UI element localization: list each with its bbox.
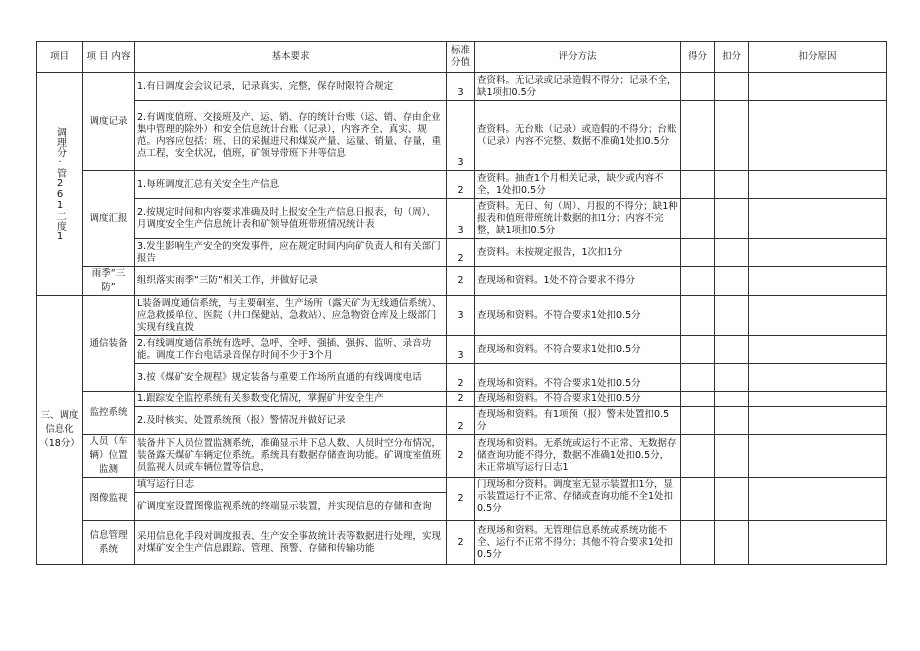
table-row xyxy=(37,478,887,493)
score-cell[interactable] xyxy=(681,199,715,239)
method-cell: 查现场和资料。不符合要求1处扣0.5分 xyxy=(475,336,681,364)
table-row xyxy=(37,73,887,101)
deduction-cell[interactable] xyxy=(715,407,749,435)
requirement-cell: 组织落实雨季“三防”相关工作，并做好记录 xyxy=(135,267,447,296)
header-score: 得分 xyxy=(681,42,715,73)
header-content: 项 目 内容 xyxy=(83,42,135,73)
deduction-cell[interactable] xyxy=(715,364,749,392)
deduction-cell[interactable] xyxy=(715,101,749,171)
reason-cell[interactable] xyxy=(749,435,887,478)
score-cell[interactable] xyxy=(681,392,715,407)
requirement-cell: 3.按《煤矿安全规程》规定装备与重要工作场所直通的有线调度电话 xyxy=(135,364,447,392)
deduction-cell[interactable] xyxy=(715,239,749,267)
requirement-cell: 2.及时核实、处置系统预（报）警情况并做好记录 xyxy=(135,407,447,435)
reason-cell[interactable] xyxy=(749,171,887,199)
table-row xyxy=(37,435,887,478)
subitem-personnel-position: 人员（车辆）位置监测 xyxy=(83,435,135,478)
score-cell[interactable] xyxy=(681,296,715,336)
method-cell: 查现场和资料。无系统或运行不正常、无数据存储查询功能不得分，数据不准确1处扣0.5分，未正常填写运行日志1 xyxy=(475,435,681,478)
requirement-cell: 3.发生影响生产安全的突发事件，应在规定时间内向矿负责人和有关部门报告 xyxy=(135,239,447,267)
score-cell[interactable] xyxy=(681,478,715,521)
method-cell: 查现场和资料。不符合要求1处扣0.5分 xyxy=(475,296,681,336)
subitem-monitoring-system: 监控系统 xyxy=(83,392,135,435)
reason-cell[interactable] xyxy=(749,267,887,296)
reason-cell[interactable] xyxy=(749,101,887,171)
reason-cell[interactable] xyxy=(749,296,887,336)
table-row xyxy=(37,239,887,267)
deduction-cell[interactable] xyxy=(715,392,749,407)
reason-cell[interactable] xyxy=(749,239,887,267)
deduction-cell[interactable] xyxy=(715,521,749,565)
deduction-cell[interactable] xyxy=(715,336,749,364)
table-row xyxy=(37,521,887,565)
score-cell[interactable] xyxy=(681,171,715,199)
reason-cell[interactable] xyxy=(749,392,887,407)
table-row xyxy=(37,267,887,296)
method-cell: 查资料。未按规定报告，1次扣1分 xyxy=(475,239,681,267)
deduction-cell[interactable] xyxy=(715,199,749,239)
method-cell: 查现场和资料。不符合要求1处扣0.5分 xyxy=(475,364,681,392)
standard-score-cell: 3 xyxy=(447,336,475,364)
subitem-image-monitoring: 图像监视 xyxy=(83,478,135,521)
header-deduction: 扣分 xyxy=(715,42,749,73)
standard-score-cell: 2 xyxy=(447,171,475,199)
subitem-communication-equipment: 通信装备 xyxy=(83,296,135,392)
score-cell[interactable] xyxy=(681,435,715,478)
header-item: 项目 xyxy=(37,42,83,73)
method-cell: 查资料。抽查1个月相关记录，缺少或内容不全，1处扣0.5分 xyxy=(475,171,681,199)
method-cell: 查资料。无日、旬（周）、月报的不得分；缺1种报表和值班带班统计数据的扣1分；内容不完整，缺1项扣0.5分 xyxy=(475,199,681,239)
method-cell: 查现场和资料。有1项预（报）警未处置扣0.5分 xyxy=(475,407,681,435)
header-requirement: 基本要求 xyxy=(135,42,447,73)
score-cell[interactable] xyxy=(681,73,715,101)
table-row xyxy=(37,296,887,336)
table-row xyxy=(37,336,887,364)
table-row xyxy=(37,101,887,171)
standard-score-cell: 2 xyxy=(447,407,475,435)
standard-score-cell: 3 xyxy=(447,73,475,101)
score-cell[interactable] xyxy=(681,521,715,565)
standard-score-cell: 2 xyxy=(447,478,475,521)
subitem-dispatch-record: 调度记录 xyxy=(83,73,135,171)
table-row xyxy=(37,364,887,392)
method-cell: 查资料。无记录或记录造假不得分；记录不全，缺1项扣0.5分 xyxy=(475,73,681,101)
requirement-cell: 1.跟踪安全监控系统有关参数变化情况，掌握矿井安全生产 xyxy=(135,392,447,407)
method-cell: 门现场和分资料。调度室无显示装置扣1分，显示装置运行不正常、存储或查询功能不全1处扣0.5分 xyxy=(475,478,681,521)
requirement-cell: 1.有日调度会会议记录，记录真实、完整，保存时限符合规定 xyxy=(135,73,447,101)
requirement-cell: 2.有线调度通信系统有选呼、急呼、全呼、强插、强拆、监听、录音功能。调度工作台电话录音保存时间不少于3个月 xyxy=(135,336,447,364)
requirement-cell: 采用信息化手段对调度报表、生产安全事故统计表等数据进行处理，实现对煤矿安全生产信息跟踪、管理、预警、存储和传输功能 xyxy=(135,521,447,565)
score-cell[interactable] xyxy=(681,101,715,171)
standard-score-cell: 3 xyxy=(447,296,475,336)
section-label: 调理分·管261二度1 xyxy=(54,126,66,242)
reason-cell[interactable] xyxy=(749,521,887,565)
header-row xyxy=(37,42,887,73)
method-cell: 查现场和资料。1处不符合要求不得分 xyxy=(475,267,681,296)
deduction-cell[interactable] xyxy=(715,296,749,336)
standard-score-cell: 2 xyxy=(447,239,475,267)
reason-cell[interactable] xyxy=(749,407,887,435)
requirement-cell: 2.按规定时间和内容要求准确及时上报安全生产信息日报表，旬（周）、月调度安全生产信息统计表和矿领导值班带班情况统计表 xyxy=(135,199,447,239)
deduction-cell[interactable] xyxy=(715,435,749,478)
header-standard-score: 标准分值 xyxy=(447,42,475,73)
subitem-rainy-season: 雨季“三防” xyxy=(83,267,135,296)
reason-cell[interactable] xyxy=(749,199,887,239)
reason-cell[interactable] xyxy=(749,364,887,392)
requirement-cell: L装备调度通信系统，与主要硐室、生产场所（露天矿为无线通信系统）、应急救援单位、医院（井口保健站、急救站）、应急物资仓库及上级部门实现有线直拨 xyxy=(135,296,447,336)
subitem-dispatch-report: 调度汇报 xyxy=(83,171,135,267)
score-cell[interactable] xyxy=(681,336,715,364)
standard-score-cell: 2 xyxy=(447,435,475,478)
standard-score-cell: 2 xyxy=(447,521,475,565)
table-row xyxy=(37,392,887,407)
standard-score-cell: 3 xyxy=(447,199,475,239)
method-cell: 查现场和资料。无管理信息系统或系统功能不全、运行不正常不得分；其他不符合要求1处扣0.5分 xyxy=(475,521,681,565)
requirement-cell: 装备井下人员位置监测系统，准确显示井下总人数、人员时空分布情况，装备露天煤矿车辆定位系统。系统具有数据存储查询功能。矿调度室值班员监视人员或车辆位置等信息， xyxy=(135,435,447,478)
method-cell: 查现场和资料。不符合要求1处扣0.5分 xyxy=(475,392,681,407)
evaluation-table xyxy=(36,41,887,565)
table-row xyxy=(37,407,887,435)
score-cell[interactable] xyxy=(681,364,715,392)
deduction-cell[interactable] xyxy=(715,73,749,101)
requirement-cell: 1.每班调度汇总有关安全生产信息 xyxy=(135,171,447,199)
standard-score-cell: 3 xyxy=(447,101,475,171)
standard-score-cell: 2 xyxy=(447,392,475,407)
standard-score-cell: 2 xyxy=(447,267,475,296)
section-dispatch-management xyxy=(37,73,83,296)
requirement-cell: 矿调度室设置图像监视系统的终端显示装置，并实现信息的存储和查询 xyxy=(135,493,447,521)
requirement-cell: 2.有调度值班、交接班及产、运、销、存的统计台账（运、销、存由企业集中管理的除外）和安全信息统计台账（记录），内容齐全、真实、规范。内容应包括：班、日的采掘进尺和煤炭产量、运量、销量、存量，重点工程，安全状况，值班，矿领导带班下井等信息 xyxy=(135,101,447,171)
score-cell[interactable] xyxy=(681,267,715,296)
section-dispatch-informatization: 三、调度信息化（18分） xyxy=(37,296,83,565)
deduction-cell[interactable] xyxy=(715,171,749,199)
requirement-cell: 填写运行日志 xyxy=(135,478,447,493)
score-cell[interactable] xyxy=(681,407,715,435)
deduction-cell[interactable] xyxy=(715,267,749,296)
reason-cell[interactable] xyxy=(749,73,887,101)
table-row xyxy=(37,171,887,199)
header-method: 评分方法 xyxy=(475,42,681,73)
score-cell[interactable] xyxy=(681,239,715,267)
header-reason: 扣分原因 xyxy=(749,42,887,73)
table-row xyxy=(37,199,887,239)
reason-cell[interactable] xyxy=(749,336,887,364)
subitem-information-management: 信息管理系统 xyxy=(83,521,135,565)
method-cell: 查资料。无台账（记录）或造假的不得分；台账（记录）内容不完整、数据不准确1处扣0.5分 xyxy=(475,101,681,171)
reason-cell[interactable] xyxy=(749,478,887,521)
standard-score-cell: 2 xyxy=(447,364,475,392)
deduction-cell[interactable] xyxy=(715,478,749,521)
